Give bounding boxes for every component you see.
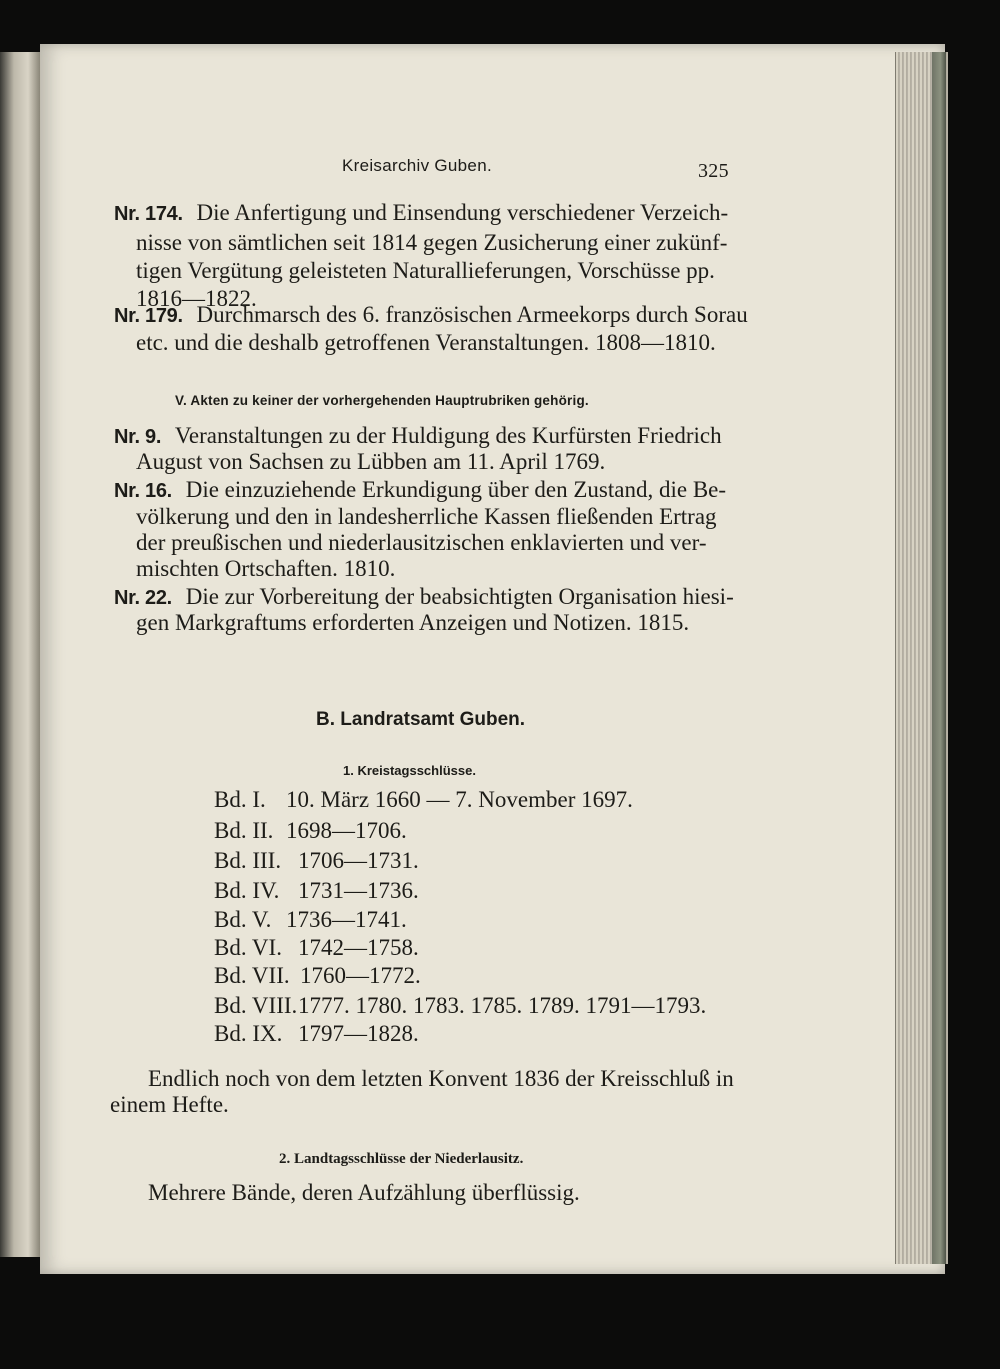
- section-b-title: B. Landratsamt Guben.: [316, 709, 526, 730]
- volume-dates: 1760—1772.: [300, 963, 421, 988]
- volume-dates: 1797—1828.: [298, 1021, 419, 1046]
- volume-label: Bd. VII.: [214, 963, 290, 988]
- volume-label: Bd. VI.: [214, 935, 282, 960]
- volume-row: [214, 1021, 419, 1047]
- book-spine: [932, 52, 946, 1264]
- entry-line: Die Anfertigung und Einsendung verschiedener Verzeich-: [196, 200, 729, 225]
- entry-line: gen Markgraftums erforderten Anzeigen und Notizen. 1815.: [136, 610, 690, 635]
- entry-line: völkerung und den in landesherrliche Kassen fließenden Ertrag: [136, 504, 717, 529]
- volume-dates: 1742—1758.: [298, 935, 419, 960]
- volume-row: [214, 848, 419, 874]
- volume-dates: 10. März 1660 — 7. November 1697.: [286, 787, 633, 812]
- volume-label: Bd. II.: [214, 818, 274, 843]
- entry-line: mischten Ortschaften. 1810.: [136, 556, 396, 581]
- closing-line: einem Hefte.: [110, 1092, 229, 1117]
- entry-line: der preußischen und niederlausitzischen enklavierten und ver-: [136, 530, 707, 555]
- volume-label: Bd. III.: [214, 848, 282, 873]
- volume-label: Bd. IX.: [214, 1021, 283, 1046]
- entry-nr-174: [114, 198, 728, 229]
- entry-number: Nr. 179.: [114, 305, 183, 327]
- entry-line: tigen Vergütung geleisteten Naturallieferungen, Vorschüsse pp.: [136, 258, 715, 283]
- volume-dates: 1706—1731.: [298, 848, 419, 873]
- entry-number: Nr. 174.: [114, 203, 183, 225]
- volume-row: [214, 818, 407, 844]
- volume-dates: 1731—1736.: [298, 878, 419, 903]
- entry-line: Die zur Vorbereitung der beabsichtigten Organisation hiesi-: [185, 584, 734, 609]
- subsection-landtagsschluesse: 2. Landtagsschlüsse der Niederlausitz.: [279, 1151, 524, 1167]
- volume-label: Bd. IV.: [214, 878, 280, 903]
- volume-label: Bd. VIII.: [214, 993, 298, 1018]
- left-page-edge: [0, 52, 40, 1257]
- section-v-heading: V. Akten zu keiner der vorhergehenden Hauptrubriken gehörig.: [175, 393, 589, 408]
- volume-dates: 1698—1706.: [286, 818, 407, 843]
- volume-row: [214, 787, 633, 813]
- entry-number: Nr. 9.: [114, 426, 162, 448]
- page-number: 325: [698, 160, 729, 182]
- entry-line: August von Sachsen zu Lübben am 11. April 1769.: [136, 449, 606, 474]
- entry-line: 1816—1822.: [136, 286, 257, 311]
- running-title: Kreisarchiv Guben.: [342, 156, 492, 175]
- entry-number: Nr. 22.: [114, 587, 172, 609]
- subsection-kreistagsschluesse: 1. Kreistagsschlüsse.: [343, 763, 476, 778]
- subsection-text: Mehrere Bände, deren Aufzählung überflüssig.: [148, 1180, 580, 1205]
- volume-row: [214, 963, 421, 989]
- volume-label: Bd. V.: [214, 907, 272, 932]
- volume-dates: 1736—1741.: [286, 907, 407, 932]
- entry-line: nisse von sämtlichen seit 1814 gegen Zusicherung einer zukünf-: [136, 230, 728, 255]
- entry-nr-179: [114, 300, 748, 331]
- volume-row: [214, 993, 706, 1019]
- volume-row: [214, 907, 407, 933]
- entry-number: Nr. 16.: [114, 480, 172, 502]
- entry-line: etc. und die deshalb getroffenen Veranstaltungen. 1808—1810.: [136, 330, 716, 355]
- closing-line: Endlich noch von dem letzten Konvent 1836 der Kreisschluß in: [148, 1066, 734, 1091]
- volume-row: [214, 935, 419, 961]
- entry-line: Veranstaltungen zu der Huldigung des Kurfürsten Friedrich: [174, 423, 722, 448]
- volume-label: Bd. I.: [214, 787, 266, 812]
- entry-line: Durchmarsch des 6. französischen Armeekorps durch Sorau: [196, 302, 748, 327]
- volume-row: [214, 878, 419, 904]
- volume-dates: 1777. 1780. 1783. 1785. 1789. 1791—1793.: [298, 993, 707, 1018]
- entry-line: Die einzuziehende Erkundigung über den Zustand, die Be-: [185, 477, 727, 502]
